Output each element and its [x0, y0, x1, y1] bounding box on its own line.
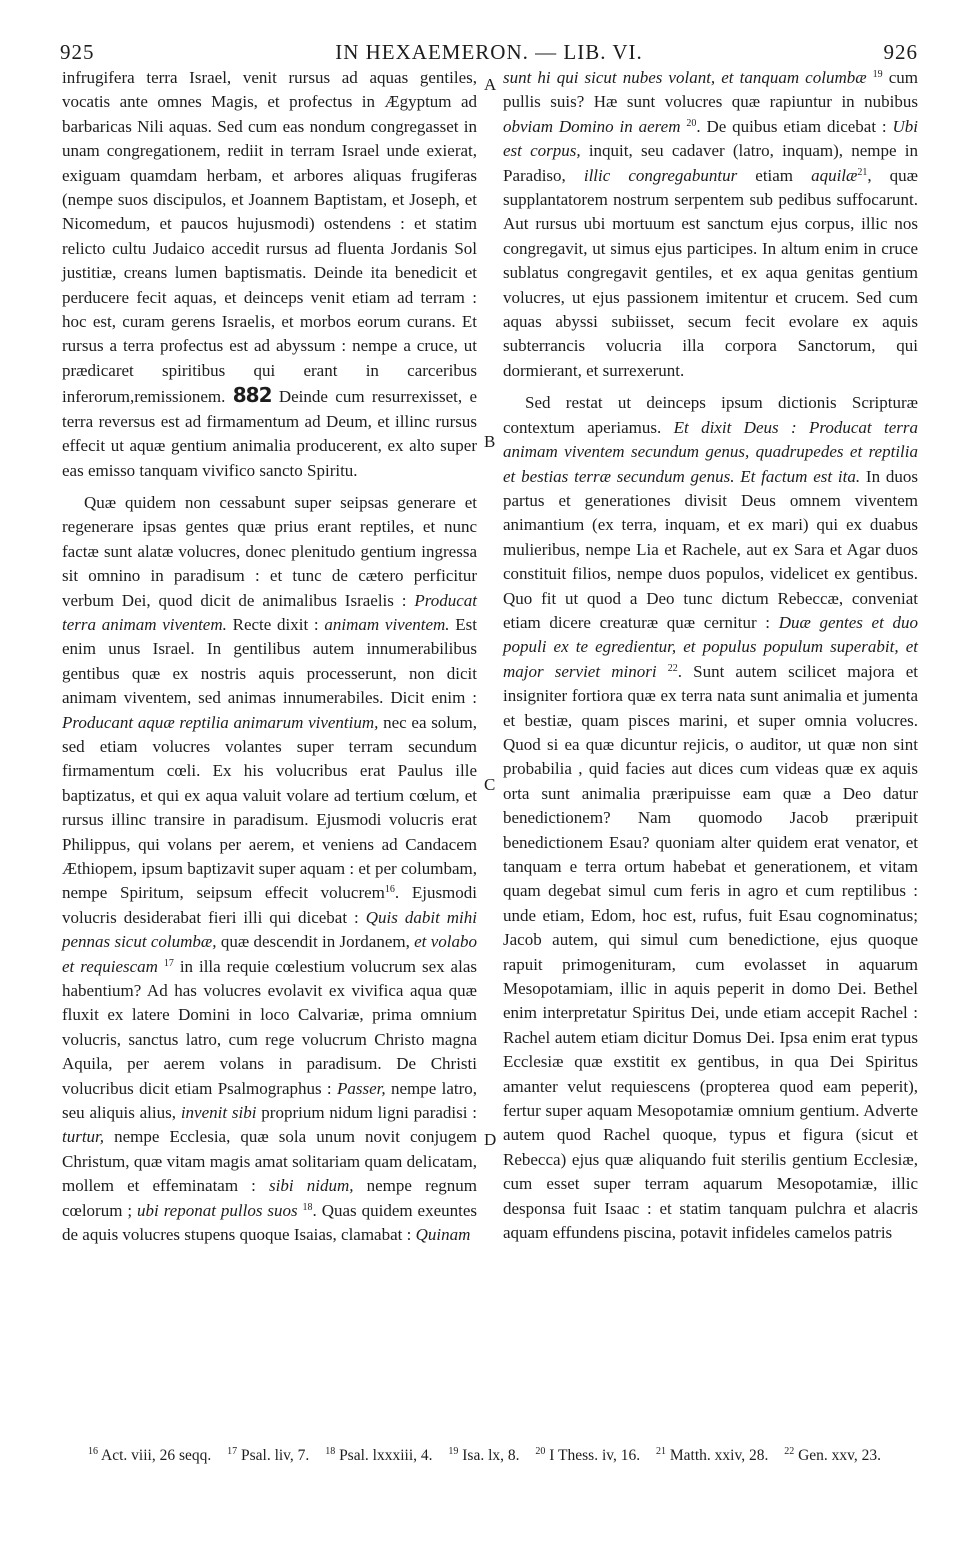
footnote-text: Psal. lxxxiii, 4.: [335, 1447, 433, 1464]
text-run: , quæ supplantatorem nostrum serpentem sub pedibus suffocarunt. Aut rursus ubi mortuum est sanctum ejus corpus, illic nos congregavit, ut simus ejus participes. In altum enim in cruce sublatus congregavit gentiles, et ex aqua genitas gentium volucres, ut ejus passionem imitentur et crucem. Sed cum aquas abyssi subiisset, secum fecit evolare ex aquis subterrancis volucria illa corpora Sanctorum, qui dormierant, et surrexerunt.: [503, 165, 919, 380]
footnote-number: 21: [656, 1446, 666, 1457]
footnote-ref: 20: [686, 117, 697, 129]
footnote-ref: 18: [302, 1201, 313, 1213]
italic-quote: sibi nidum,: [269, 1176, 354, 1196]
italic-quote: ubi reponat pullos suos: [137, 1200, 298, 1220]
italic-quote: Producat terra animam viventem.: [62, 590, 477, 634]
footnote: [88, 1447, 211, 1464]
italic-quote: animam viventem.: [324, 614, 450, 634]
footnote-text: I Thess. iv, 16.: [545, 1447, 641, 1464]
right-paragraph-1: [503, 66, 918, 383]
italic-quote: Passer,: [336, 1078, 386, 1098]
italic-quote: Producant aquæ reptilia animarum viventium,: [62, 712, 379, 732]
italic-quote: sunt hi qui sicut nubes volant, et tanquam columbæ: [503, 68, 867, 87]
footnote: [535, 1447, 640, 1464]
text-run: Deinde cum resurrexisset, e terra reversus est ad firmamentum ad Deum, et illinc rursus effecit ut aquæ gentium animalia producerent, ex alto super eas emisso tanquam vivifico sancto Spiritu.: [62, 387, 478, 480]
footnote: [227, 1447, 309, 1464]
text-run: . Quas quidem exeuntes de aquis volucres stupens quoque Isaias, clamabat :: [62, 1200, 478, 1245]
italic-quote: Duæ gentes et duo populi ex te egredientur, et populus populum superabit, et major serviet minori: [503, 612, 918, 681]
margin-marker-d: D: [484, 1130, 497, 1149]
text-run: Recte dixit :: [226, 614, 325, 634]
left-paragraph-2: [62, 491, 477, 1248]
text-run: nempe Ecclesia, quæ sola unum novit conjugem Christum, quæ vitam magis amat solitariam quam delicatam, mollem et effeminatam :: [62, 1127, 477, 1196]
text-run: nec ea solum, sed etiam volucres volantes super terram secundum firmamentum cœli. Ex his volucribus erat Paulus ille baptizatus, et qui ex aqua valuit volare ad tertium cœlum, et rursus illinc transire in paradisum. Ejusmodi volucris erat Philippus, qui volans per aerem, et veniens ad Candacem Æthiopem, ipsum baptizavit super aquam : et per columbam, nempe Spiritum, seipsum effecit volucrem: [62, 712, 478, 903]
text-run: Quæ quidem non cessabunt super seipsas generare et regenerare ipsas gentes quæ prius erant reptiles, et nunc factæ sunt alatæ volucres, donec plenitudo gentium ingressa sit omnino in paradisum : et tunc de cætero perficitur verbum Dei, quod dicit de animalibus Israelis :: [62, 492, 477, 610]
text-run: etiam: [737, 165, 812, 185]
text-run: . Ejusmodi volucris desiderabat fieri illi qui dicebat :: [62, 883, 478, 927]
footnote-number: 19: [448, 1446, 459, 1457]
footnote-text: Matth. xxiv, 28.: [666, 1447, 769, 1464]
migne-page-number: 882: [232, 383, 272, 408]
footnote-ref: 21: [857, 166, 868, 178]
text-run: Sed restat ut deinceps ipsum dictionis Scripturæ contextum aperiamus.: [503, 393, 918, 437]
running-title: IN HEXAEMERON. — LIB. VI.: [335, 40, 643, 64]
italic-quote: Et dixit Deus : Producat terra animam viventem secundum genus, quadrupedes et reptilia et bestias terræ secundum genus. Et factum est ita.: [503, 417, 918, 486]
left-column: [62, 66, 477, 1248]
text-run: in illa requie cœlestium volucrum sex alas habentium? Ad has volucres evolavit ex vivifica aqua quæ fluxit ex latere Domini in loco Calvariæ, prima omnium volucris, sanctus latro, cum rege volucrum Christo magna Aquila, per aerem volans in paradisum. De Christi volucribus dicit etiam Psalmographus :: [62, 956, 477, 1098]
footnote-number: 17: [227, 1446, 238, 1457]
footnote-ref: 16: [384, 884, 395, 896]
text-run: nempe latro, seu aliquis alius,: [62, 1078, 478, 1123]
footnote: [656, 1447, 768, 1464]
italic-quote: obviam Domino in aerem: [503, 116, 681, 136]
italic-quote: et volabo et requiescam: [62, 932, 477, 976]
italic-quote: invenit sibi: [180, 1103, 257, 1123]
text-run: infrugifera terra Israel, venit rursus ad aquas gentiles, vocatis ante omnes Magis, et profectus in Ægyptum ad barbaricas Nili aquas. Sed cum eas nondum congregasset in unam congregationem, rediit in terram Israel unde exierat, exiguam quamdam herbam, et arbores aliquas frugiferas (nempe suos discipulos, et Joannem Baptistam, et Joseph, et Nicomedum, et paucos hujusmodi) ostendens : et statim relicto cultu Judaico accedit rursus ad fluenta Jordanis Sol justitiæ, creans lumen baptismatis. Deinde ita benedicit et perducere fecit aquas, et deinceps venit etiam ad terram : hoc est, curam gerens Israelis, et morbos eorum curans. Et rursus a terra profectus est ad abyssum : nempe a cruce, ut prædicaret spiritibus qui erant in carceribus inferorum,remissionem.: [62, 68, 477, 407]
footnote-text: Psal. liv, 7.: [237, 1447, 310, 1464]
footnote: [784, 1447, 881, 1464]
text-run: quæ descendit in Jordanem,: [216, 932, 415, 952]
italic-quote: aquilæ: [811, 165, 858, 185]
text-run: Est enim unus Israel. In gentilibus autem innumerabilibus gentibus quæ ex nostris aquis processerunt, non dicit animam viventem, sed animas innumerabiles. Dicit enim :: [62, 614, 477, 708]
italic-quote: illic congregabuntur: [583, 165, 738, 185]
footnote-number: 16: [88, 1446, 98, 1457]
margin-marker-a: A: [484, 75, 497, 94]
text-run: proprium nidum ligni paradisi :: [256, 1103, 478, 1123]
italic-quote: Quinam: [415, 1225, 471, 1245]
footnote-text: Isa. lx, 8.: [458, 1447, 520, 1464]
footnote-text: Gen. xxv, 23.: [794, 1447, 882, 1464]
italic-quote: Ubi est corpus,: [503, 116, 919, 161]
footnote: [448, 1447, 519, 1464]
text-run: In duos partus et generationes divisit Deus omnem viventem animantium (ex terra, inquam, et ex mari) qui ex duabus mulieribus, nempe Lia et Rachele, aut ex Sara et Agar duos constituit filios, nempe duos populos, videlicet ex gentibus. Quo fit ut quod a Deo tunc dictum Rebeccæ, conveniat etiam dicere creaturæ quæ cernitur :: [503, 466, 918, 632]
text-run: nempe regnum cœlorum ;: [62, 1176, 478, 1220]
footnote-ref: 22: [667, 662, 678, 674]
page-number-right: 926: [883, 40, 918, 64]
text-run: inquit, seu cadaver (latro, inquam), nempe in Paradiso,: [503, 141, 918, 185]
footnote-ref: 19: [872, 69, 883, 80]
footnote-ref: 17: [163, 957, 174, 969]
text-run: . Sunt autem scilicet majora et insigniter fortiora quæ ex terra nata sunt animalia et jumenta et bestiæ, quam pisces marini, et super omnia volucres. Quod si ea quæ dicuntur rejicis, o auditor, ut quæ non sint probabilia , quid facies aut dices cum videas quæ ex aquis orta sunt animalia præripuisse eam quæ a Deo datur benedictionem? Nam quomodo Jacob præripuit benedictionem Esau? quoniam alter quidem erat venator, et tanquam e terra ortum habebat et generationem, et vitam quam degebat simul cum feris in agro et cum reptilibus : unde etiam, Edom, hoc est, rufus, fuit Esau cognominatus; Jacob autem, qui simul cum benedictione, ejus quoque rapuit primogenituram, cum evolasset in aquarum Mesopotamiam, illic in aquis peperit in domo Dei. Bethel enim interpretatur Spiritus Dei, unde etiam accepit Rachel : Rachel autem etiam dicitur Domus Dei. Ipsa enim erat typus Ecclesiæ quæ exstitit ex gentibus, in qua Dei Spiritus amanter velut requiescens (propterea quod eam peperit), fertur super aquam Mesopotamiæ omnium gentium. Adverte autem quod Rachel quoque, typus et figura (sicut et Rebecca) ejus quæ aliquando fuit sterilis gentium Ecclesiæ, cum esset super terram aquarum Mesopotamiæ, illic desponsa fuit Isaac : et statim tanquam pulchra et alacris aquam effundens piscina, potavit infideles camelos patris: [503, 661, 919, 1243]
footnote-number: 22: [784, 1446, 795, 1457]
italic-quote: turtur,: [62, 1127, 105, 1147]
page-header: [60, 40, 918, 68]
footnote: [325, 1447, 432, 1464]
text-run: . De quibus etiam dicebat :: [696, 116, 893, 136]
footnote-number: 20: [535, 1446, 546, 1457]
right-column: [503, 66, 918, 1246]
footnotes: [88, 1446, 920, 1466]
footnote-number: 18: [325, 1446, 336, 1457]
margin-marker-b: B: [484, 432, 496, 451]
text-run: cum pullis suis? Hæ sunt volucres quæ rapiuntur in nubibus: [503, 68, 918, 112]
italic-quote: Quis dabit mihi pennas sicut columbæ,: [62, 907, 477, 952]
margin-marker-c: C: [484, 775, 496, 794]
right-paragraph-2: [503, 391, 918, 1245]
page-number-left: 925: [60, 40, 95, 64]
footnote-text: Act. viii, 26 seqq.: [98, 1447, 212, 1464]
left-paragraph-1: [62, 66, 477, 483]
